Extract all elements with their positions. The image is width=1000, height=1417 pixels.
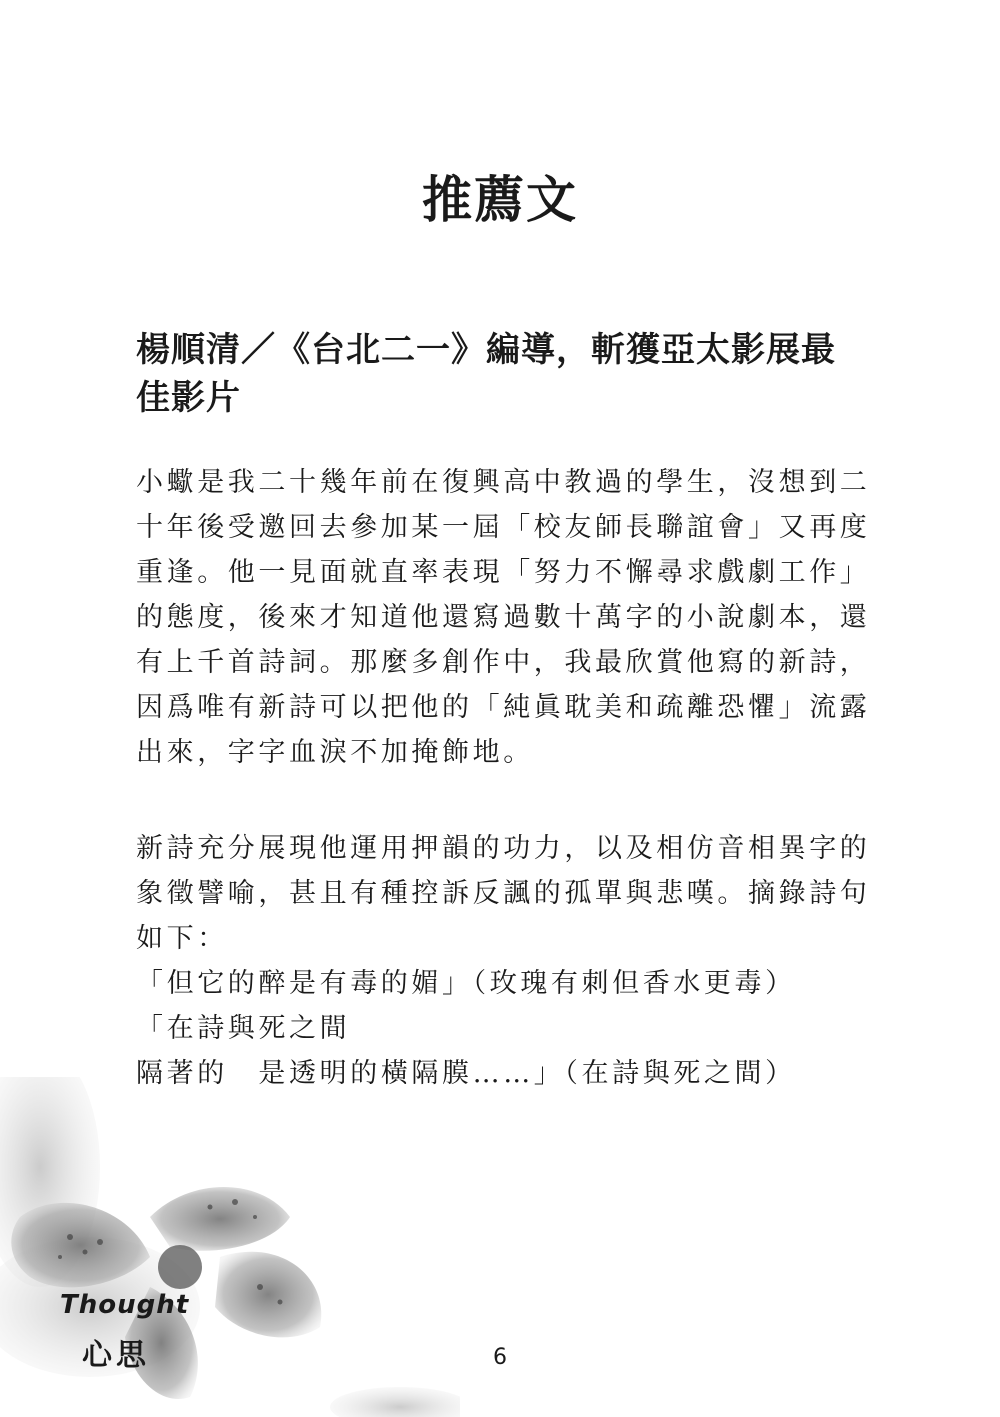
text-line: 如下： <box>136 923 228 954</box>
paragraph-1 <box>136 460 871 775</box>
recommender-byline <box>136 326 836 422</box>
text-line: 有上千首詩詞。那麼多創作中，我最欣賞他寫的新詩， <box>136 647 871 678</box>
paragraph-2 <box>136 826 871 1096</box>
text-line: 的態度，後來才知道他還寫過數十萬字的小說劇本，還 <box>136 602 871 633</box>
page-number: 6 <box>493 1345 507 1370</box>
flower-wash <box>330 1387 460 1417</box>
text-line: 出來，字字血淚不加掩飾地。 <box>136 737 534 768</box>
brand-chinese-label: 心思 <box>82 1338 150 1373</box>
poem-quote-line: 「在詩與死之間 <box>136 1013 351 1044</box>
text-line: 小蠍是我二十幾年前在復興高中教過的學生，沒想到二 <box>136 467 871 498</box>
page-title: 推薦文 <box>422 171 578 229</box>
poem-quote-line: 隔著的 是透明的橫隔膜……」（在詩與死之間） <box>136 1058 796 1089</box>
text-line: 十年後受邀回去參加某一屆「校友師長聯誼會」又再度 <box>136 512 871 543</box>
flower-petal <box>215 1252 321 1338</box>
byline-line: 楊順清／《台北二一》編導，斬獲亞太影展最 <box>136 330 836 370</box>
text-line: 新詩充分展現他運用押韻的功力，以及相仿音相異字的 <box>136 833 871 864</box>
brand-english-label: Thought <box>60 1290 190 1320</box>
text-line: 象徵譬喻，甚且有種控訴反諷的孤單與悲嘆。摘錄詩句 <box>136 878 871 909</box>
text-line: 因爲唯有新詩可以把他的「純眞耽美和疏離恐懼」流露 <box>136 692 871 723</box>
text-line: 重逢。他一見面就直率表現「努力不懈尋求戲劇工作」 <box>136 557 871 588</box>
flower-center <box>158 1245 202 1289</box>
poem-quote-line: 「但它的醉是有毒的媚」（玫瑰有刺但香水更毒） <box>136 968 796 999</box>
flower-petal <box>150 1187 290 1251</box>
byline-line: 佳影片 <box>136 378 241 418</box>
